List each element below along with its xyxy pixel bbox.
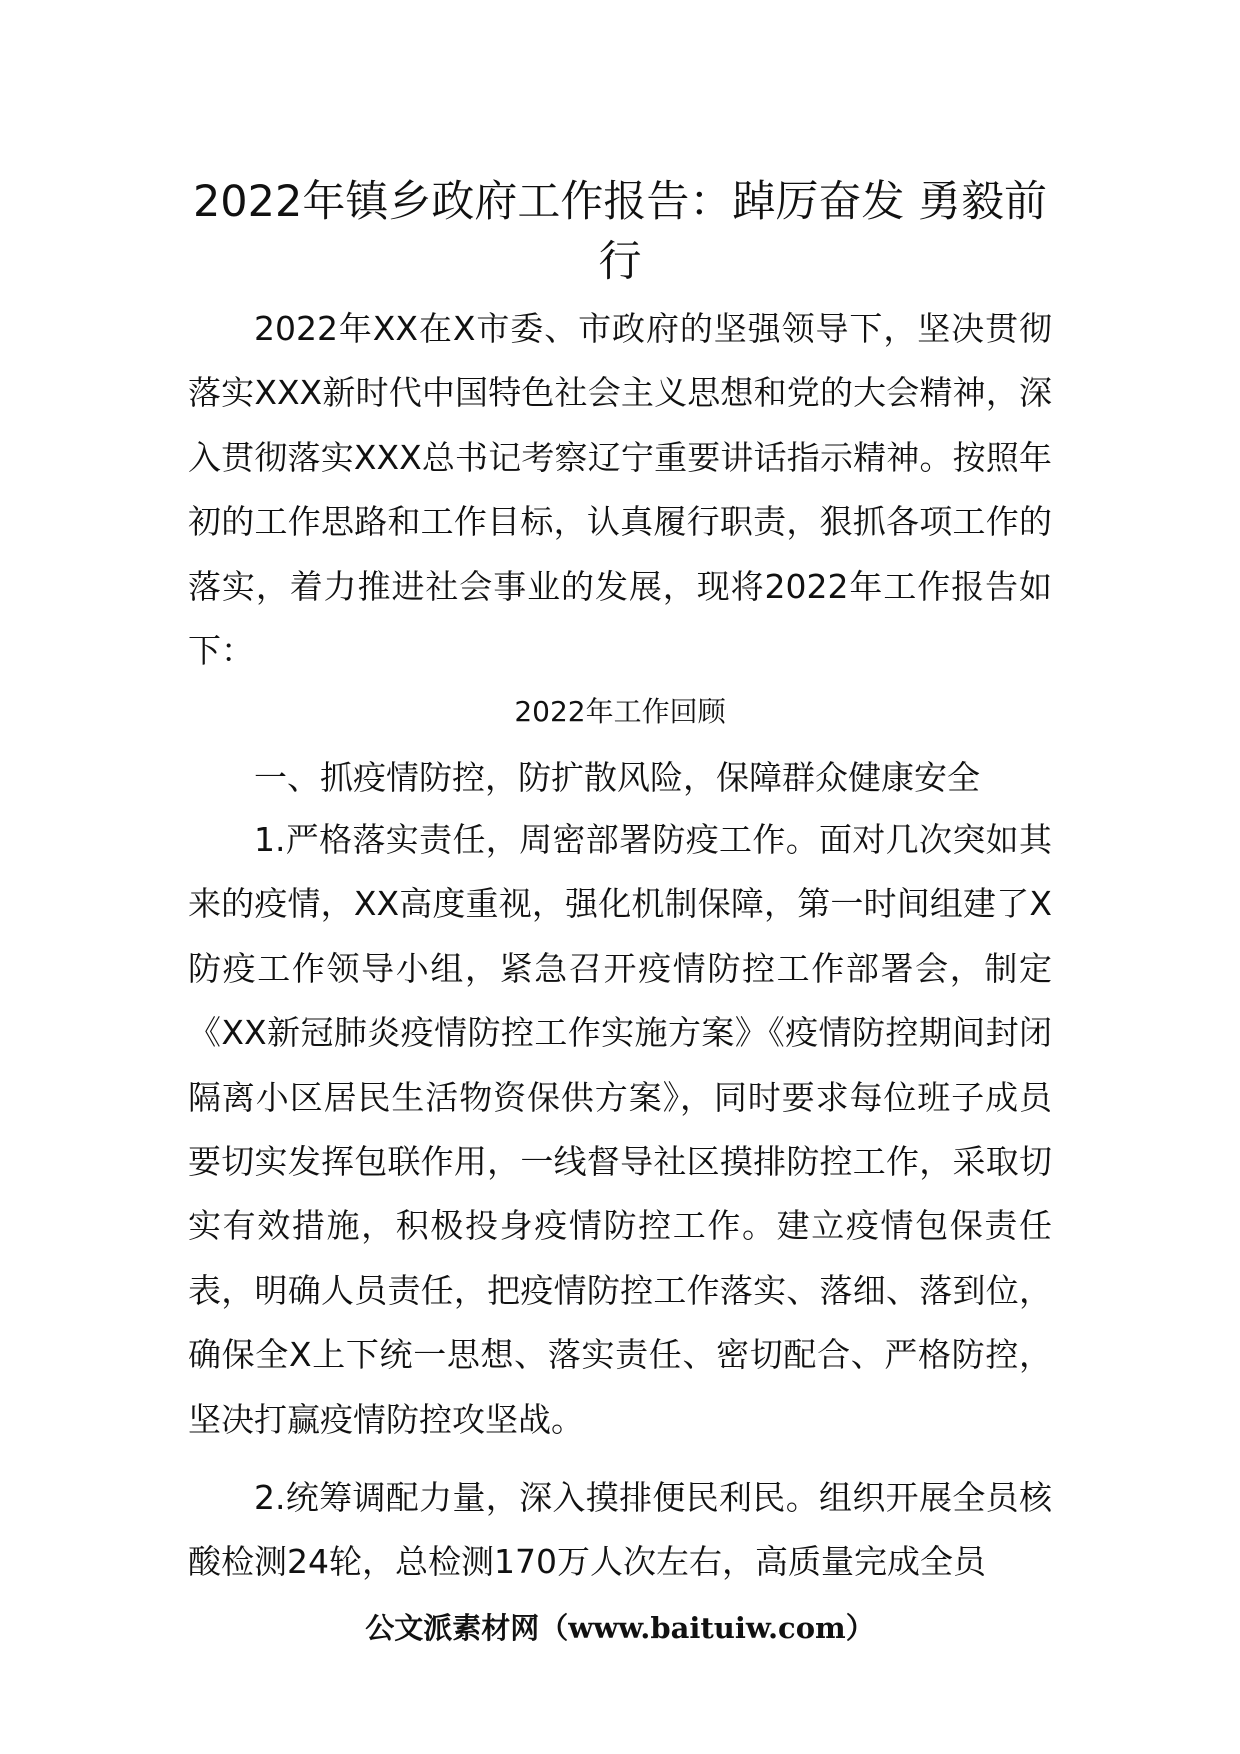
- document-title: 2022年镇乡政府工作报告：踔厉奋发 勇毅前行: [192, 177, 1048, 287]
- intro-paragraph: 2022年XX在X市委、市政府的坚强领导下，坚决贯彻落实XXX新时代中国特色社会主义思想和党的大会精神，深入贯彻落实XXX总书记考察辽宁重要讲话指示精神。按照年初的工作思路和工作目标，认真履行职责，狠抓各项工作的落实，着力推进社会事业的发展，现将2022年工作报告如下：: [188, 309, 1052, 671]
- footer-source: 公文派素材网（www.baituiw.com）: [365, 1611, 875, 1645]
- section-title: 2022年工作回顾: [514, 695, 726, 728]
- paragraph-2: 2.统筹调配力量，深入摸排便民利民。组织开展全员核酸检测24轮，总检测170万人次左右，高质量完成全员: [188, 1478, 1052, 1582]
- paragraph-1: 1.严格落实责任，周密部署防疫工作。面对几次突如其来的疫情，XX高度重视，强化机制保障，第一时间组建了X防疫工作领导小组，紧急召开疫情防控工作部署会，制定《XX新冠肺炎疫情防控工作实施方案》《疫情防控期间封闭隔离小区居民生活物资保供方案》，同时要求每位班子成员要切实发挥包联作用，一线督导社区摸排防控工作，采取切实有效措施，积极投身疫情防控工作。建立疫情包保责任表，明确人员责任，把疫情防控工作落实、落细、落到位，确保全X上下统一思想、落实责任、密切配合、严格防控，坚决打赢疫情防控攻坚战。: [188, 820, 1052, 1439]
- section-heading-1: 一、抓疫情防控，防扩散风险，保障群众健康安全: [254, 758, 980, 797]
